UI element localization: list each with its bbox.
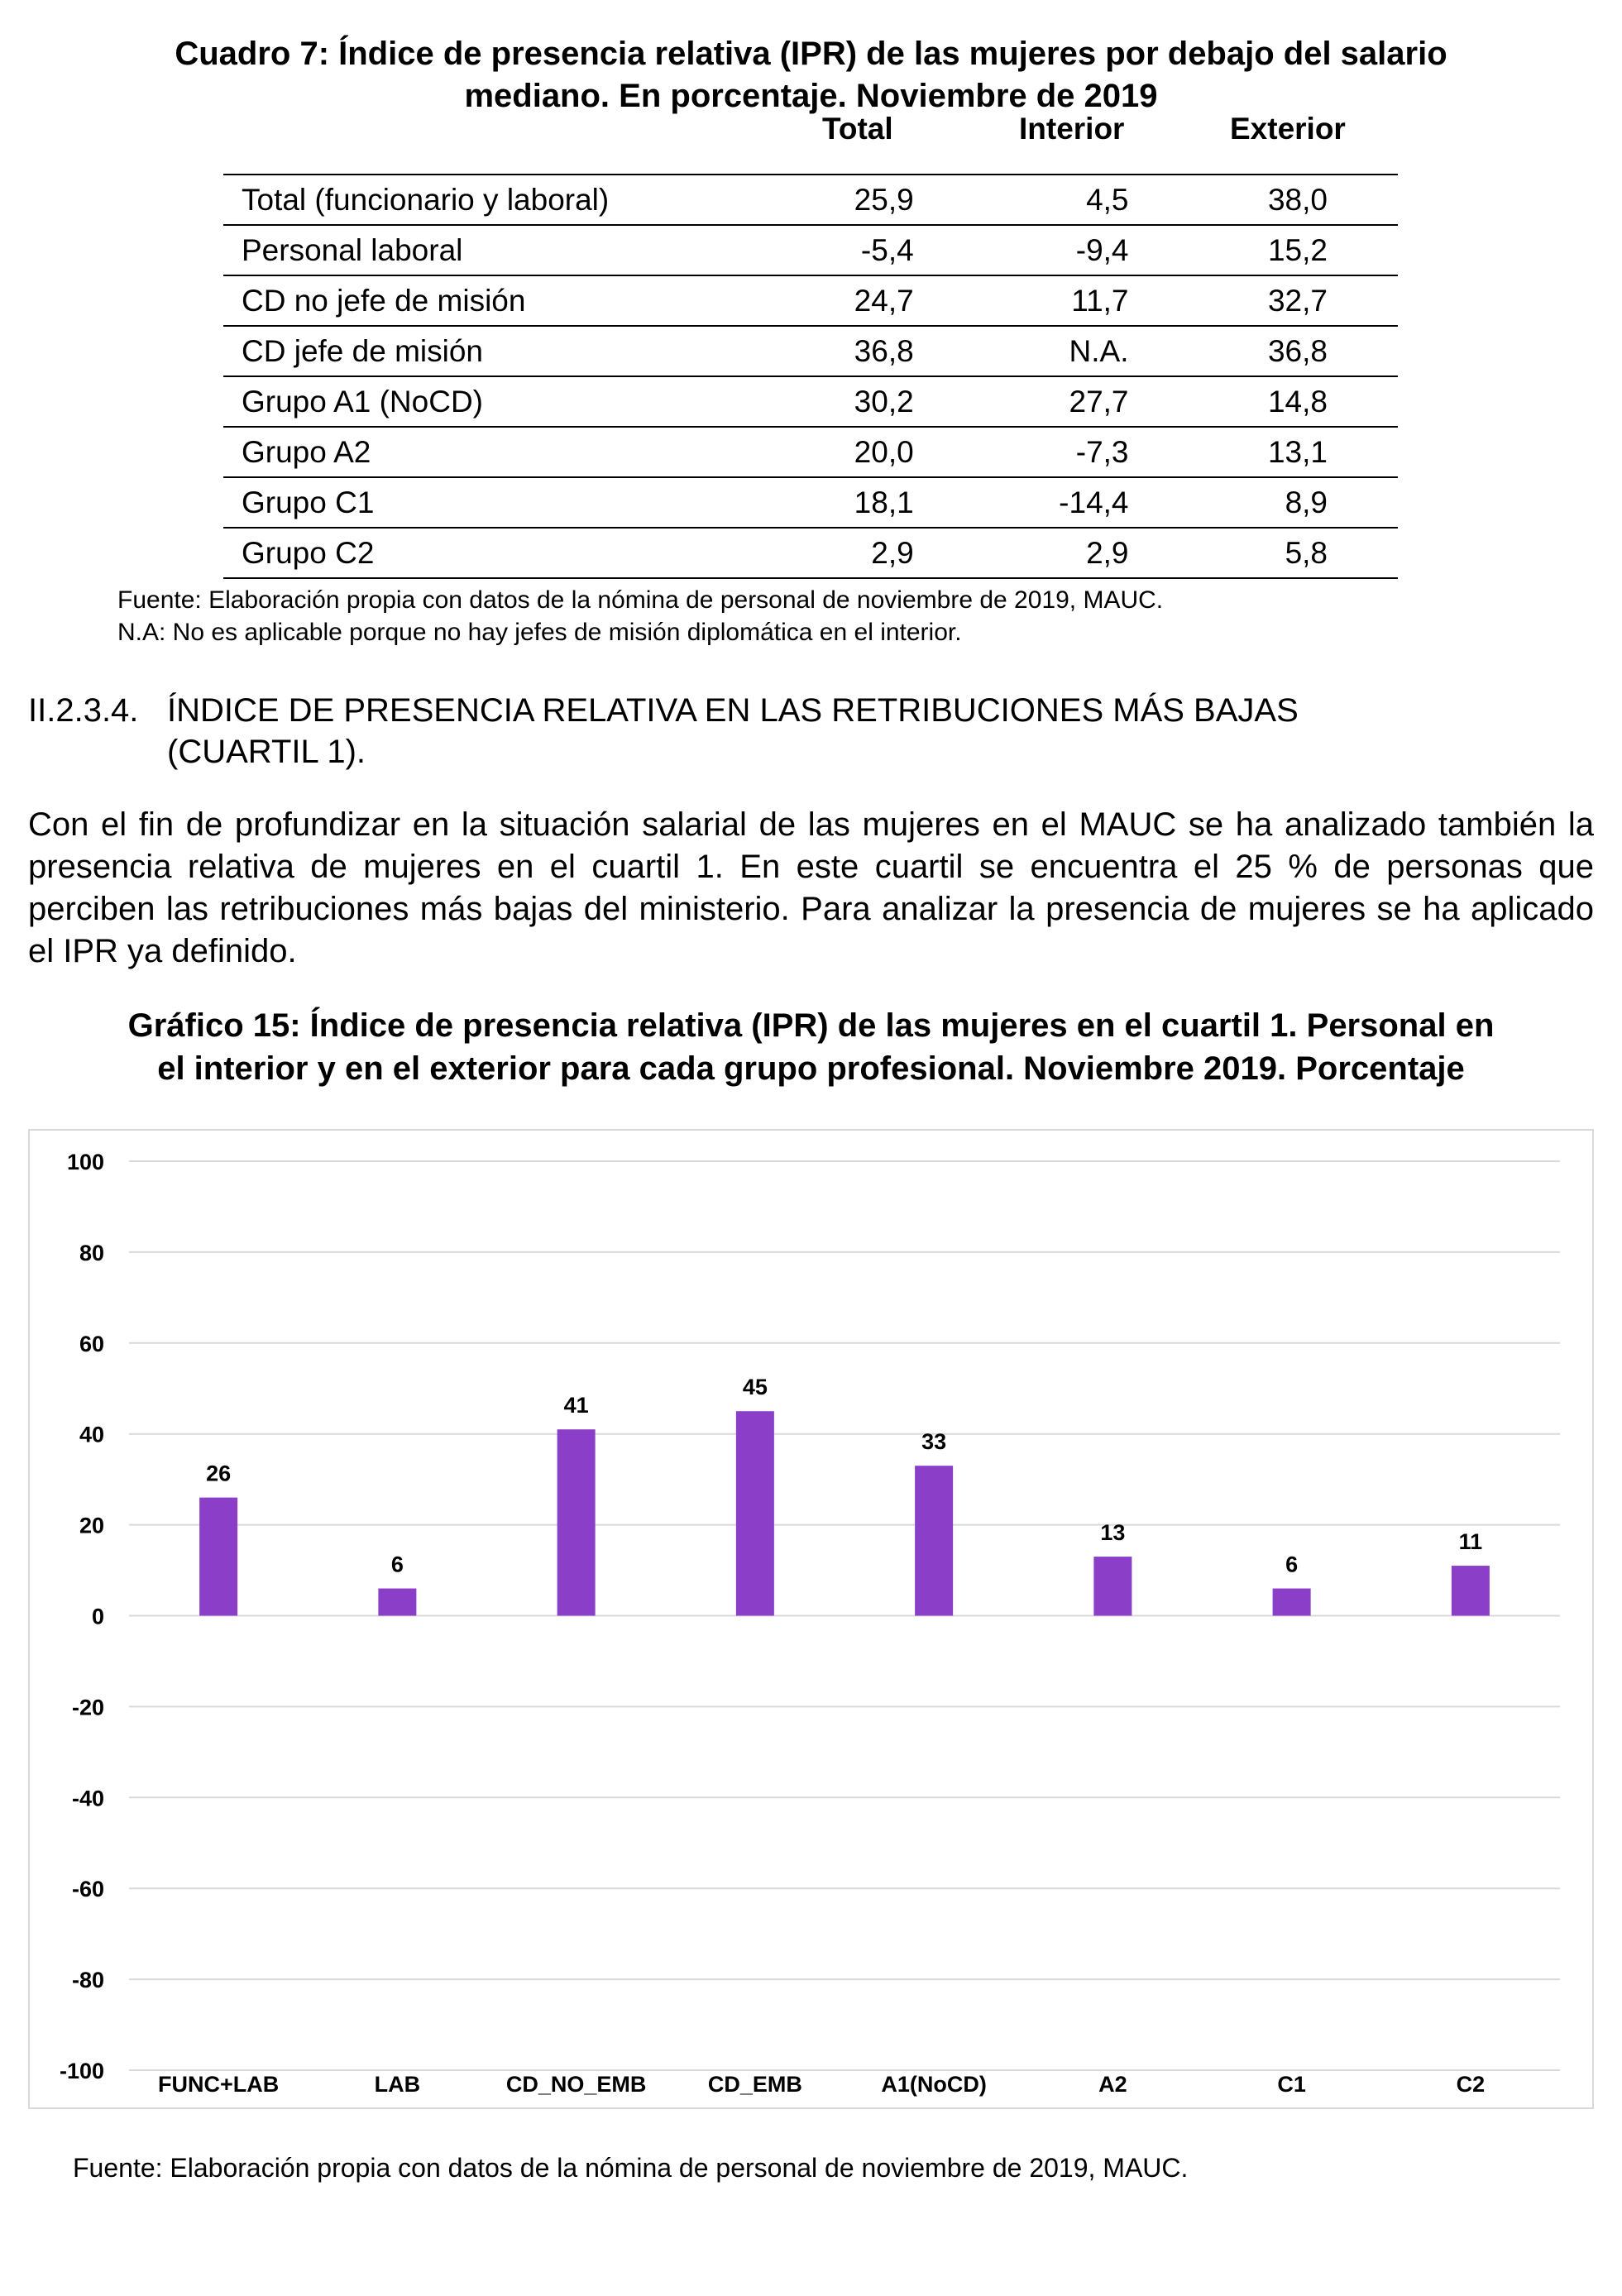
row-label: Grupo A1 (NoCD) <box>223 376 741 427</box>
cell-interior: -7,3 <box>914 427 1129 477</box>
cell-total: 18,1 <box>741 477 913 528</box>
cell-total: 30,2 <box>741 376 913 427</box>
x-tick-label: CD_EMB <box>707 2072 802 2097</box>
cell-exterior: 38,0 <box>1129 175 1398 225</box>
bar <box>736 1411 774 1615</box>
x-tick-label: A1(NoCD) <box>881 2072 987 2097</box>
row-label: CD jefe de misión <box>223 326 741 376</box>
table-row <box>223 275 1398 326</box>
bar <box>1452 1566 1490 1615</box>
row-label: Grupo A2 <box>223 427 741 477</box>
table-row <box>223 376 1398 427</box>
cell-exterior: 13,1 <box>1129 427 1398 477</box>
y-tick-label: -80 <box>71 1968 104 1993</box>
data-label: 11 <box>1458 1529 1483 1555</box>
chart-title-line-1: Gráfico 15: Índice de presencia relativa (IPR) de las mujeres en el cuartil 1. Personal en <box>127 1007 1495 1044</box>
cell-total: 25,9 <box>741 175 913 225</box>
column-header-interior: Interior <box>1019 112 1125 146</box>
x-tick-label: CD_NO_EMB <box>505 2072 647 2097</box>
y-tick-label: 100 <box>66 1150 104 1174</box>
x-tick-label: FUNC+LAB <box>158 2072 280 2097</box>
row-label: Grupo C1 <box>223 477 741 528</box>
y-tick-label: 60 <box>79 1331 104 1356</box>
data-label: 45 <box>742 1375 768 1400</box>
cell-interior: N.A. <box>914 326 1129 376</box>
data-label: 26 <box>206 1461 232 1486</box>
cell-interior: 27,7 <box>914 376 1129 427</box>
chart-title-line-2: el interior y en el exterior para cada grupo profesional. Noviembre 2019. Porcentaje <box>157 1050 1465 1087</box>
cell-interior: -9,4 <box>914 225 1129 275</box>
y-tick-label: -40 <box>71 1786 104 1811</box>
table-title-line-2: mediano. En porcentaje. Noviembre de 2019 <box>464 78 1158 114</box>
y-tick-label: -100 <box>59 2059 104 2083</box>
cell-exterior: 14,8 <box>1129 376 1398 427</box>
section-heading-line-2: (CUARTIL 1). <box>167 734 366 770</box>
data-label: 13 <box>1100 1520 1126 1546</box>
table-title-line-1: Cuadro 7: Índice de presencia relativa (IPR) de las mujeres por debajo del salario <box>175 36 1447 72</box>
cell-interior: 11,7 <box>914 275 1129 326</box>
y-tick-label: 40 <box>79 1422 104 1447</box>
y-tick-label: -20 <box>71 1695 104 1720</box>
table-row <box>223 477 1398 528</box>
y-tick-label: -60 <box>71 1877 104 1902</box>
data-label: 6 <box>1285 1552 1299 1577</box>
body-paragraph: Con el fin de profundizar en la situación salarial de las mujeres en el MAUC se ha analizado también la presencia relativa de mujeres en el cuartil 1. En este cuartil se encuentra el 25 % de personas que perciben las retribuciones más bajas del ministerio. Para analizar la presencia de mujeres se ha aplicado el IPR ya definido. <box>28 806 1594 969</box>
table-row <box>223 528 1398 578</box>
cell-total: 2,9 <box>741 528 913 578</box>
cell-interior: 4,5 <box>914 175 1129 225</box>
bar <box>1093 1557 1132 1615</box>
cell-exterior: 5,8 <box>1129 528 1398 578</box>
bar <box>199 1498 237 1616</box>
row-label: Personal laboral <box>223 225 741 275</box>
x-tick-label: LAB <box>374 2072 421 2097</box>
table-row <box>223 175 1398 225</box>
table-row <box>223 427 1398 477</box>
bar <box>557 1429 596 1615</box>
cell-exterior: 36,8 <box>1129 326 1398 376</box>
cell-total: -5,4 <box>741 225 913 275</box>
cell-total: 24,7 <box>741 275 913 326</box>
cell-interior: -14,4 <box>914 477 1129 528</box>
y-tick-label: 20 <box>79 1513 104 1538</box>
cell-total: 20,0 <box>741 427 913 477</box>
column-header-total: Total <box>822 112 893 146</box>
bar <box>1273 1589 1311 1616</box>
table-source-note: Fuente: Elaboración propia con datos de la nómina de personal de noviembre de 2019, MAUC. <box>117 586 1164 614</box>
cell-exterior: 15,2 <box>1129 225 1398 275</box>
chart-frame <box>28 1129 1594 2109</box>
chart-source-note: Fuente: Elaboración propia con datos de la nómina de personal de noviembre de 2019, MAUC. <box>73 2153 1189 2183</box>
cell-interior: 2,9 <box>914 528 1129 578</box>
row-label: CD no jefe de misión <box>223 275 741 326</box>
data-label: 41 <box>563 1393 589 1418</box>
table-row <box>223 225 1398 275</box>
bar <box>378 1589 416 1616</box>
bar <box>915 1466 953 1615</box>
y-tick-label: 80 <box>79 1240 104 1265</box>
x-tick-label: C1 <box>1277 2072 1306 2097</box>
table-na-note: N.A: No es aplicable porque no hay jefes de misión diplomática en el interior. <box>117 619 962 646</box>
cell-exterior: 8,9 <box>1129 477 1398 528</box>
data-label: 6 <box>390 1552 404 1577</box>
row-label: Grupo C2 <box>223 528 741 578</box>
row-label: Total (funcionario y laboral) <box>223 175 741 225</box>
y-tick-label: 0 <box>91 1604 104 1629</box>
section-number: II.2.3.4. <box>28 692 139 729</box>
x-tick-label: A2 <box>1098 2072 1127 2097</box>
cell-total: 36,8 <box>741 326 913 376</box>
x-tick-label: C2 <box>1456 2072 1486 2097</box>
column-header-exterior: Exterior <box>1230 112 1346 146</box>
data-label: 33 <box>921 1429 947 1455</box>
ipr-table <box>223 174 1398 579</box>
table-row <box>223 326 1398 376</box>
cell-exterior: 32,7 <box>1129 275 1398 326</box>
bar-chart <box>30 1131 1592 2107</box>
section-heading-line-1: ÍNDICE DE PRESENCIA RELATIVA EN LAS RETRIBUCIONES MÁS BAJAS <box>167 692 1299 729</box>
